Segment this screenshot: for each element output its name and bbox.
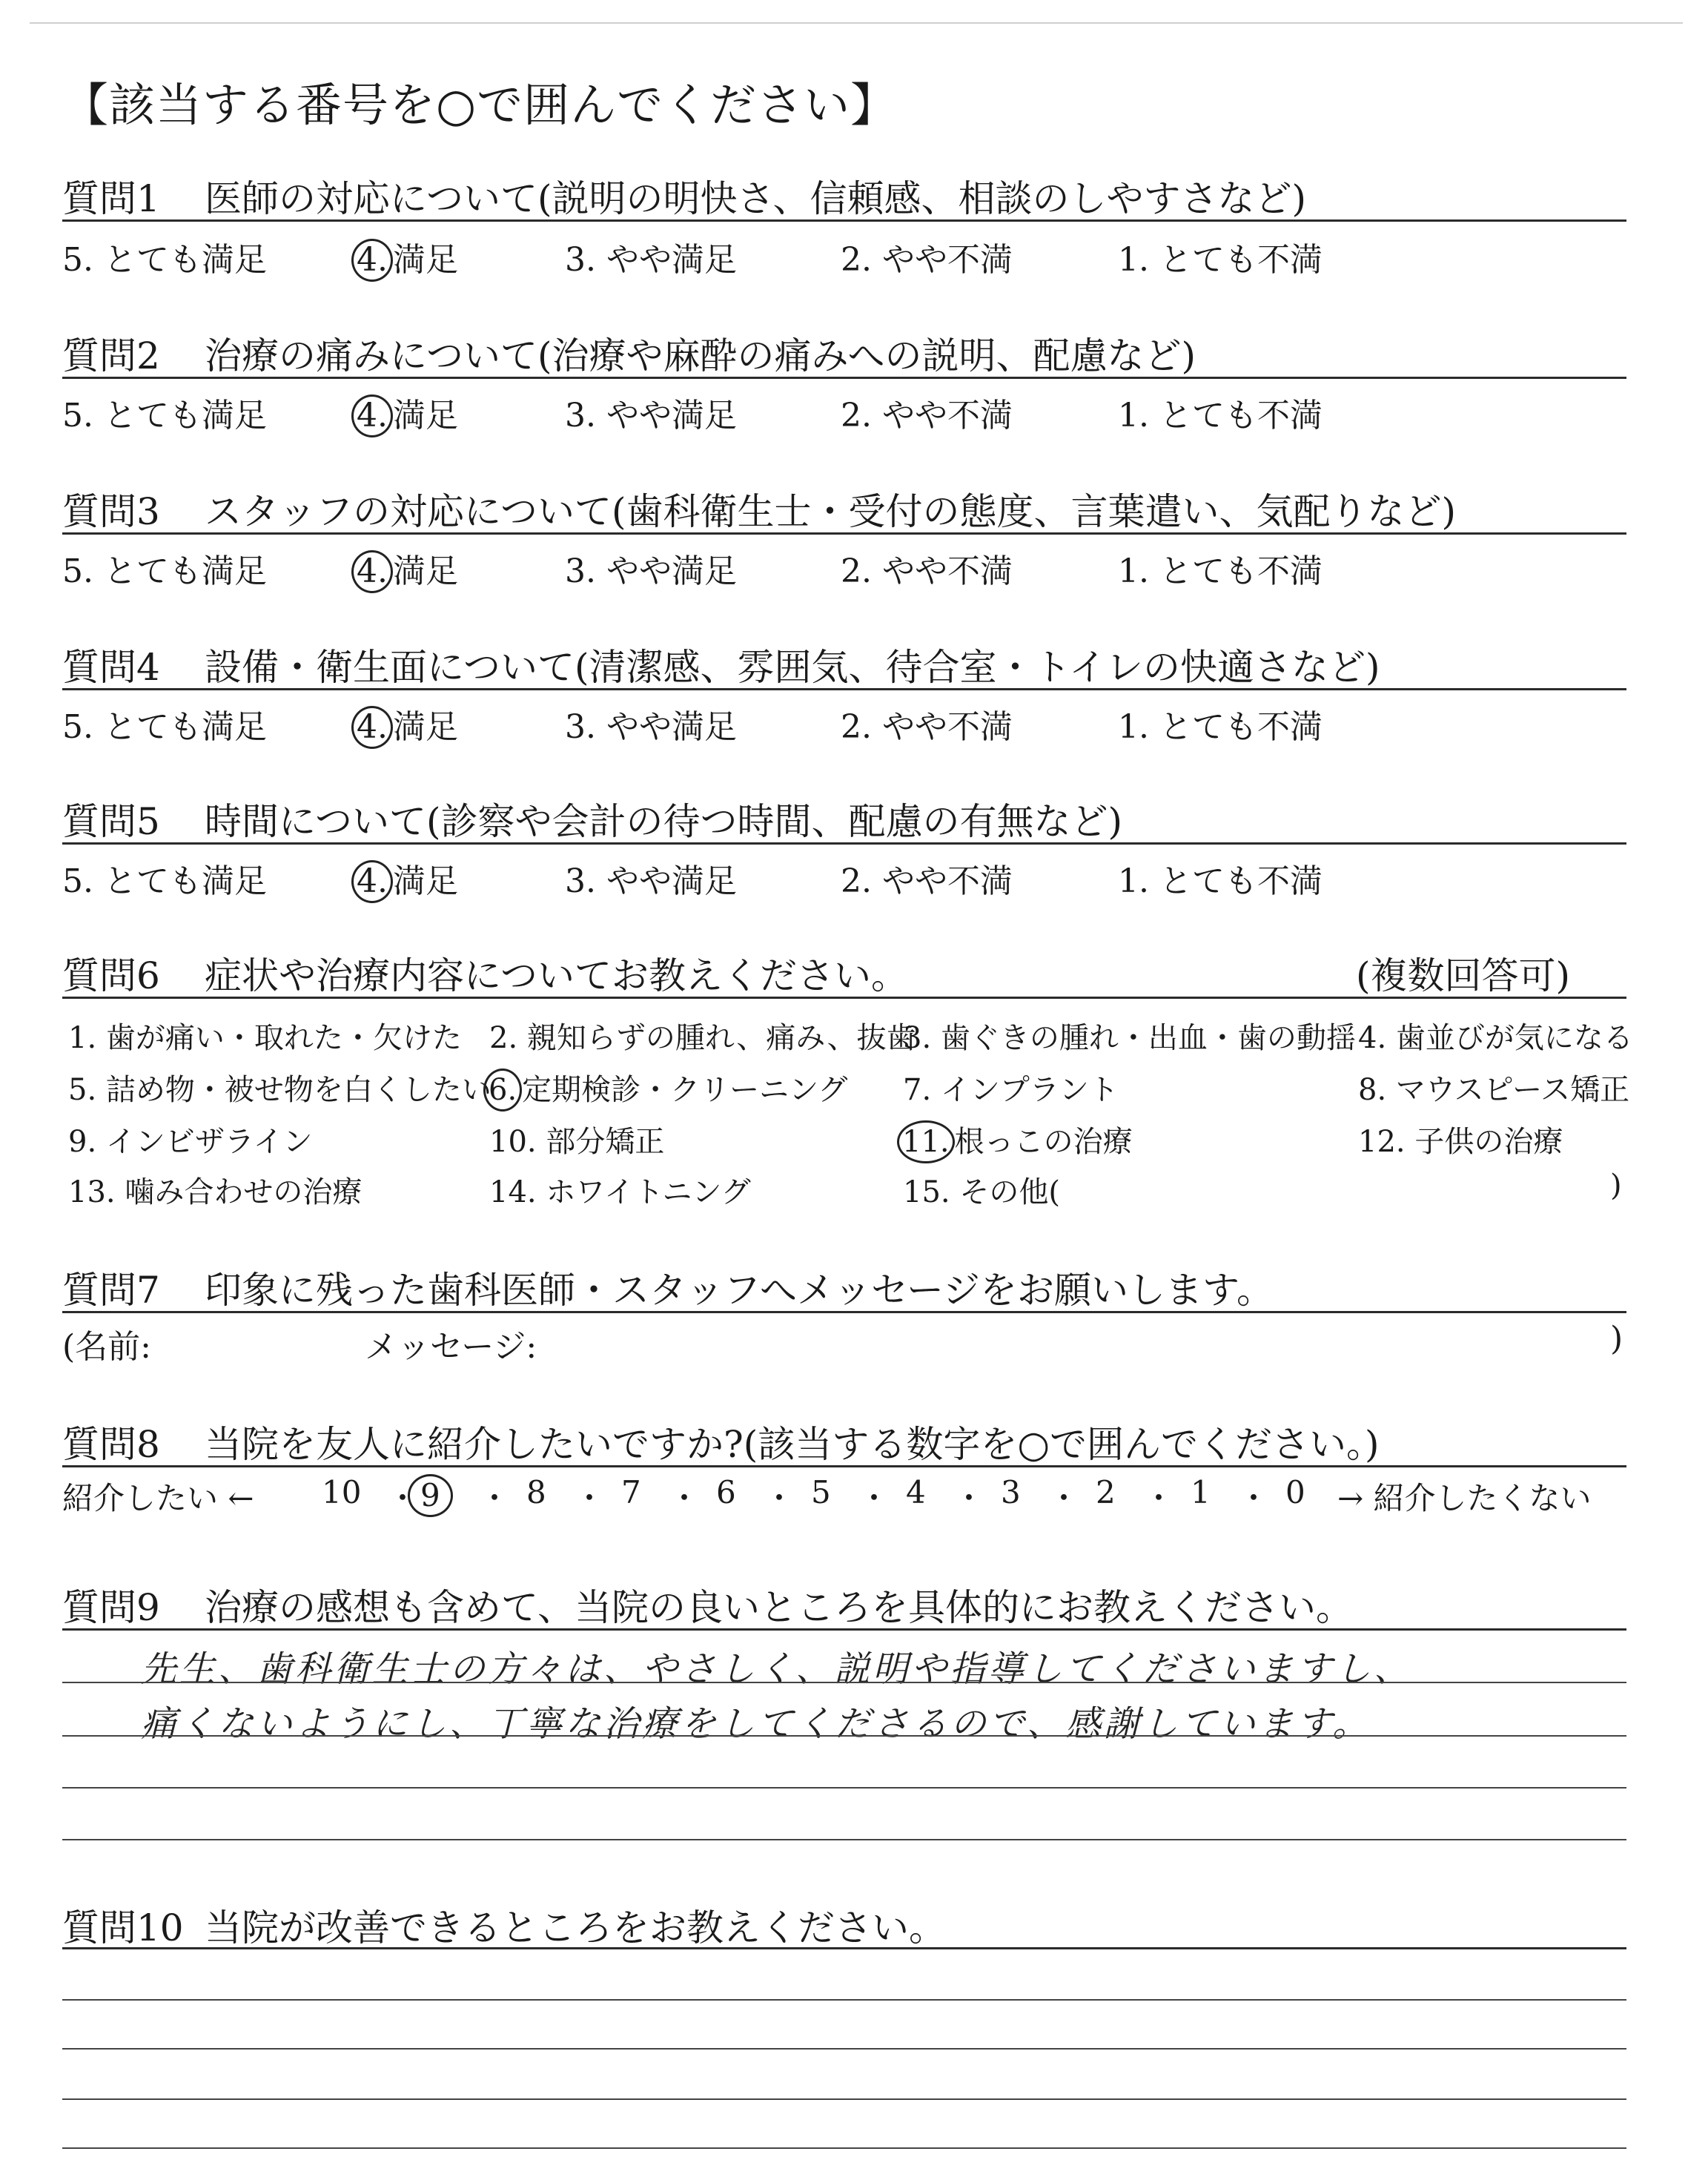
selection-circle: 6. bbox=[483, 1069, 522, 1112]
question-number: 質問6 bbox=[62, 954, 160, 997]
symptom-option-11-selected[interactable]: 11. 根っこの治療 bbox=[903, 1118, 1133, 1163]
question-rule bbox=[62, 219, 1626, 222]
question-3 bbox=[62, 482, 1456, 535]
question-text: 印象に残った歯科医師・スタッフへメッセージをお願いします。 bbox=[205, 1269, 1274, 1312]
question-text: スタッフの対応について(歯科衛生士・受付の態度、言葉遣い、気配りなど) bbox=[205, 490, 1457, 533]
question-text: 設備・衛生面について(清潔感、雰囲気、待合室・トイレの快適さなど) bbox=[205, 646, 1380, 689]
question-number: 質問10 bbox=[62, 1906, 184, 1949]
multiple-answers-note: (複数回答可) bbox=[1356, 954, 1571, 997]
question-6 bbox=[62, 946, 1571, 1000]
question-number: 質問2 bbox=[62, 334, 160, 377]
option-2[interactable]: 2. やや不満 bbox=[841, 241, 1013, 279]
option-4-selected[interactable]: 4. 満足 bbox=[357, 389, 458, 437]
symptom-option[interactable]: 14. ホワイトニング bbox=[489, 1175, 751, 1209]
option-1[interactable]: 1. とても不満 bbox=[1118, 552, 1323, 590]
symptom-option[interactable]: 3. 歯ぐきの腫れ・出血・歯の動揺 bbox=[903, 1021, 1356, 1055]
question-number: 質問8 bbox=[62, 1423, 160, 1466]
question-rule bbox=[62, 688, 1626, 690]
option-3[interactable]: 3. やや満足 bbox=[565, 708, 737, 746]
scale-separator: ・ bbox=[1048, 1480, 1080, 1516]
symptom-option[interactable]: 10. 部分矯正 bbox=[489, 1125, 665, 1159]
option-2[interactable]: 2. やや不満 bbox=[841, 397, 1013, 435]
scale-separator: ・ bbox=[387, 1480, 419, 1516]
scale-value[interactable]: 5 bbox=[811, 1474, 831, 1510]
answer-rule bbox=[62, 1735, 1626, 1737]
scale-separator: ・ bbox=[1238, 1480, 1270, 1516]
scale-left-label: 紹介したい ← bbox=[62, 1480, 254, 1516]
option-2[interactable]: 2. やや不満 bbox=[841, 708, 1013, 746]
question-text: 当院が改善できるところをお教えください。 bbox=[205, 1906, 946, 1949]
answer-rule[interactable] bbox=[62, 2098, 1626, 2100]
question-4 bbox=[62, 638, 1380, 691]
scale-value[interactable]: 8 bbox=[526, 1474, 546, 1510]
question-rule bbox=[62, 532, 1626, 535]
scale-value[interactable]: 10 bbox=[322, 1474, 362, 1510]
scale-separator: ・ bbox=[1143, 1480, 1175, 1516]
question-rule bbox=[62, 1947, 1626, 1949]
question-rule bbox=[62, 997, 1626, 999]
option-3[interactable]: 3. やや満足 bbox=[565, 397, 737, 435]
question-7 bbox=[62, 1261, 1274, 1314]
option-4-selected[interactable]: 4. 満足 bbox=[357, 544, 458, 593]
option-1[interactable]: 1. とても不満 bbox=[1118, 241, 1323, 279]
answer-options-2 bbox=[62, 389, 1626, 435]
selection-circle: 4. bbox=[351, 860, 393, 903]
symptom-option[interactable]: 9. インビザライン bbox=[68, 1125, 313, 1159]
option-3[interactable]: 3. やや満足 bbox=[565, 862, 737, 900]
selection-circle: 4. bbox=[351, 550, 393, 593]
scale-separator: ・ bbox=[764, 1480, 795, 1516]
option-5[interactable]: 5. とても満足 bbox=[62, 397, 267, 435]
symptom-option[interactable]: 7. インプラント bbox=[903, 1073, 1119, 1107]
symptom-option[interactable]: 2. 親知らずの腫れ、痛み、抜歯 bbox=[489, 1021, 916, 1055]
question-5 bbox=[62, 792, 1122, 845]
question-rule bbox=[62, 1465, 1626, 1467]
message-close-paren: ) bbox=[1610, 1320, 1623, 1358]
instruction-header: 【該当する番号を○で囲んでください】 bbox=[62, 78, 898, 132]
scale-separator: ・ bbox=[858, 1480, 890, 1516]
option-2[interactable]: 2. やや不満 bbox=[841, 862, 1013, 900]
selection-circle: 9 bbox=[408, 1474, 453, 1517]
question-text: 当院を友人に紹介したいですか?(該当する数字を○で囲んでください。) bbox=[205, 1423, 1380, 1466]
option-5[interactable]: 5. とても満足 bbox=[62, 862, 267, 900]
question-10 bbox=[62, 1898, 946, 1952]
option-5[interactable]: 5. とても満足 bbox=[62, 708, 267, 746]
option-5[interactable]: 5. とても満足 bbox=[62, 552, 267, 590]
scale-separator: ・ bbox=[574, 1480, 606, 1516]
question-rule bbox=[62, 377, 1626, 379]
option-1[interactable]: 1. とても不満 bbox=[1118, 708, 1323, 746]
question-rule bbox=[62, 1311, 1626, 1313]
page-top-border bbox=[30, 22, 1683, 24]
symptom-option-other[interactable]: 15. その他( bbox=[903, 1175, 1060, 1209]
answer-rule bbox=[62, 1787, 1626, 1789]
symptom-option[interactable]: 1. 歯が痛い・取れた・欠けた bbox=[68, 1021, 462, 1055]
scale-value[interactable]: 4 bbox=[906, 1474, 926, 1510]
question-rule bbox=[62, 842, 1626, 845]
answer-options-1 bbox=[62, 233, 1626, 279]
option-2[interactable]: 2. やや不満 bbox=[841, 552, 1013, 590]
question-number: 質問1 bbox=[62, 177, 160, 220]
name-field-label[interactable]: (名前: bbox=[62, 1328, 151, 1366]
answer-options-3 bbox=[62, 544, 1626, 590]
answer-options-5 bbox=[62, 854, 1626, 900]
question-8 bbox=[62, 1415, 1379, 1468]
scale-separator: ・ bbox=[953, 1480, 985, 1516]
handwritten-answer-line: 先生、歯科衛生士の方々は、やさしく、説明や指導してくださいますし、 bbox=[141, 1648, 1413, 1690]
question-1 bbox=[62, 169, 1306, 222]
question-9 bbox=[62, 1578, 1353, 1631]
question-rule bbox=[62, 1628, 1626, 1631]
scale-value[interactable]: 6 bbox=[716, 1474, 736, 1510]
question-text: 医師の対応について(説明の明快さ、信頼感、相談のしやすさなど) bbox=[205, 177, 1307, 220]
symptom-option[interactable]: 5. 詰め物・被せ物を白くしたい bbox=[68, 1073, 491, 1107]
symptom-option[interactable]: 13. 噛み合わせの治療 bbox=[68, 1175, 363, 1209]
question-number: 質問4 bbox=[62, 646, 160, 689]
question-text: 治療の感想も含めて、当院の良いところを具体的にお教えください。 bbox=[205, 1586, 1353, 1629]
symptom-option-6-selected[interactable]: 6. 定期検診・クリーニング bbox=[489, 1066, 847, 1112]
scale-value[interactable]: 7 bbox=[621, 1474, 641, 1510]
scale-separator: ・ bbox=[479, 1480, 511, 1516]
option-4-selected[interactable]: 4. 満足 bbox=[357, 854, 458, 903]
scale-right-label: → 紹介したくない bbox=[1337, 1480, 1592, 1516]
question-text: 時間について(診察や会計の待つ時間、配慮の有無など) bbox=[205, 800, 1123, 843]
answer-rule[interactable] bbox=[62, 2147, 1626, 2149]
answer-rule[interactable] bbox=[62, 2048, 1626, 2050]
symptom-option[interactable]: 12. 子供の治療 bbox=[1358, 1125, 1563, 1159]
answer-rule[interactable] bbox=[62, 1999, 1626, 2001]
scale-value[interactable]: 0 bbox=[1285, 1474, 1305, 1510]
question-number: 質問9 bbox=[62, 1586, 160, 1629]
answer-rule bbox=[62, 1839, 1626, 1840]
question-number: 質問5 bbox=[62, 800, 160, 843]
scale-separator: ・ bbox=[669, 1480, 701, 1516]
symptom-option[interactable]: 8. マウスピース矯正 bbox=[1358, 1073, 1630, 1107]
option-3[interactable]: 3. やや満足 bbox=[565, 241, 737, 279]
symptom-option[interactable]: 4. 歯並びが気になる bbox=[1358, 1021, 1633, 1055]
scale-value[interactable]: 1 bbox=[1191, 1474, 1211, 1510]
question-text: 症状や治療内容についてお教えください。 bbox=[205, 954, 908, 997]
selection-circle: 4. bbox=[351, 239, 393, 282]
option-1[interactable]: 1. とても不満 bbox=[1118, 862, 1323, 900]
option-4-selected[interactable]: 4. 満足 bbox=[357, 700, 458, 749]
scale-value[interactable]: 2 bbox=[1096, 1474, 1116, 1510]
selection-circle: 4. bbox=[351, 394, 393, 437]
option-3[interactable]: 3. やや満足 bbox=[565, 552, 737, 590]
selection-circle: 11. bbox=[897, 1120, 955, 1163]
message-field-label[interactable]: メッセージ: bbox=[365, 1328, 537, 1366]
answer-rule bbox=[62, 1682, 1626, 1683]
question-2 bbox=[62, 326, 1196, 380]
other-close-paren: ) bbox=[1610, 1169, 1622, 1203]
scale-value[interactable]: 3 bbox=[1001, 1474, 1021, 1510]
handwritten-answer-line: 痛くないようにし、丁寧な治療をしてくださるので、感謝しています。 bbox=[141, 1703, 1371, 1745]
option-1[interactable]: 1. とても不満 bbox=[1118, 397, 1323, 435]
question-number: 質問3 bbox=[62, 490, 160, 533]
question-number: 質問7 bbox=[62, 1269, 160, 1312]
answer-options-4 bbox=[62, 700, 1626, 746]
selection-circle: 4. bbox=[351, 706, 393, 749]
question-text: 治療の痛みについて(治療や麻酔の痛みへの説明、配慮など) bbox=[205, 334, 1196, 377]
option-4-selected[interactable]: 4. 満足 bbox=[357, 233, 458, 282]
option-5[interactable]: 5. とても満足 bbox=[62, 241, 267, 279]
